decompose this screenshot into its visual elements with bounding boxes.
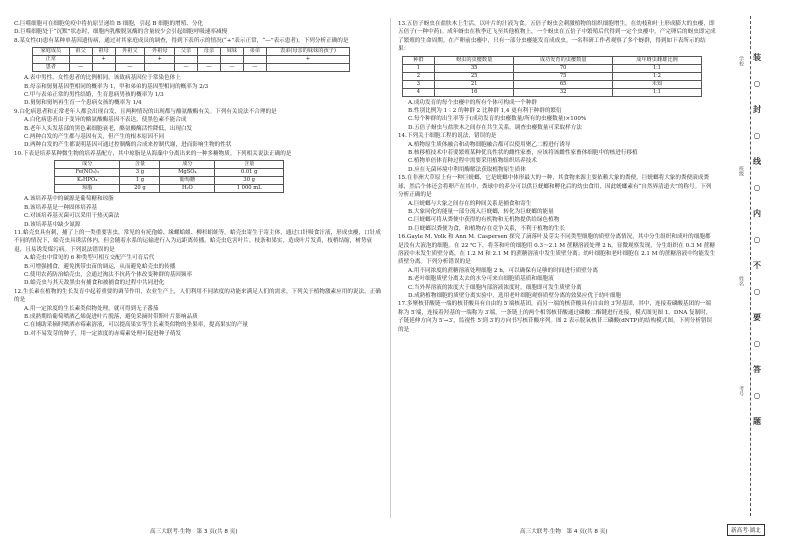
question-11	[14, 229, 382, 288]
table-cell: +	[266, 56, 349, 64]
table-header-cell: 蚜虫的虫瘿数量	[434, 56, 514, 64]
option-c: C.使用农药防治蛤壳虫，会通过淘汰不抗药个体改变种群的基因频率	[24, 271, 193, 278]
option-b: B.可增强捕食，避免携带虫苗的调运，从而避免蛤壳虫的传播	[24, 263, 176, 270]
table-cell: 1	[403, 64, 435, 72]
table-cell: —	[198, 64, 221, 72]
option-b: B.核移植技术中若要繁殖某种优良性状的雌性家畜，应该将该雌性家畜体细胞中的核进行移植	[408, 150, 638, 157]
table-cell	[69, 56, 92, 64]
table-cell	[92, 64, 115, 72]
table-cell: —	[69, 64, 92, 72]
table-header-cell: 外祖母	[145, 48, 175, 56]
table-cell: 1∶2	[612, 72, 701, 80]
table-header-row	[33, 48, 350, 56]
table-row	[403, 72, 702, 80]
question-10	[14, 150, 382, 229]
table-header-cell: 家庭成员	[33, 48, 70, 56]
table-cell: 20 g	[120, 185, 160, 193]
table-row	[403, 88, 702, 96]
option-d: D.蛤壳虫与其天敌黑虫有捕食和被捕食的过程中共同进化	[24, 280, 165, 287]
option-c: C.每个种群的出生率等于(成功发育的虫瘿数量/所有的虫瘿数量)×100%	[408, 116, 587, 123]
question-17	[398, 300, 716, 334]
question-stem: 16.Gayle M. Volk 和 Ann M. Caspersen 探究了滴落叶及芽尖不同类型细胞的质壁分离情况，其中分生组织和成叶的细胞都是没有大液泡的细胞。在 22 ℃下，将茎和叶的细胞用 0.3～2.1 M 蔗糖溶液处理 2 h，显微观察发现，分生组织在 0.3 M 蔗糖溶液中未发生质壁分离，在 1.2 M 和 2.1 M 的蔗糖溶液中发生质壁分离；幼叶细胞和老叶细胞在 2.1 M 的蔗糖溶液中均能发生质壁分离。下列分析错误的是	[398, 234, 716, 266]
table-cell: +	[92, 56, 115, 64]
option-a: A.巨蜣螂与大象之间存在的种间关系是捕食和寄生	[408, 200, 532, 207]
table-header-row	[55, 161, 284, 169]
option-c: C.植物单倍体育种过程中需要采用植物组织培养技术	[408, 158, 537, 165]
pedigree-table	[32, 47, 350, 72]
table-cell: 患者	[33, 64, 70, 72]
option-c: C.甲与表弟正常的男性结婚，生育患病男孩的概率为 1/3	[24, 92, 164, 99]
table-cell: 0.01 g	[215, 169, 284, 177]
question-13	[398, 20, 716, 132]
option-b: B.母亲和舅舅基因型相同的概率为 1，甲和弟弟的基因型相同的概率为 2/3	[24, 83, 209, 90]
binding-char: 答	[753, 364, 761, 374]
q7-option-c: C.巨噬细胞可在细胞免疫中将抗原呈递给 B 细胞，引起 B 细胞的增殖、分化	[14, 21, 204, 27]
table-header-cell: 祖父	[69, 48, 92, 56]
binding-char: 装	[753, 52, 761, 62]
binding-char: 题	[753, 416, 761, 426]
option-c: C.在辅助采摘时喷洒赤霉素溶液，可以提高果实等生长素类似物的坐果率，提高果实的产量	[24, 322, 249, 329]
question-15	[398, 174, 716, 233]
binding-char: 要	[753, 312, 761, 322]
table-cell: 65	[514, 80, 613, 88]
table-cell: —	[220, 64, 243, 72]
table-cell: K₂HPO₄	[55, 177, 120, 185]
table-row	[33, 64, 350, 72]
table-cell: 4	[403, 88, 435, 96]
question-9	[14, 108, 382, 150]
question-stem: 12.生长素在植物的生长发育中起着重要的调节作用，农业生产上，人们利用不同浓度的功能来满足人们的需求。下列关于植物激素应用的说法，正确的是	[14, 288, 381, 304]
table-cell	[243, 56, 266, 64]
option-a: A.用一定浓度的生长素类似物处理，就可得到无子番茄	[24, 305, 159, 312]
option-d: D.舅舅和舅妈再生育一个患病女孩的概率为 1/4	[24, 100, 142, 107]
option-a: A.用不同浓度的蔗糖溶液处理细胞 2 h，可以确保有足够的时间进行质壁分离	[408, 267, 598, 274]
table-cell: 1∶1	[612, 64, 701, 72]
region-badge: 新高考·湖北	[727, 524, 765, 536]
option-b: B.性别比例为 1∶2 的种群 2 比种群 1,4 更有利于种群的繁衍	[408, 108, 562, 115]
table-cell: 2	[403, 72, 435, 80]
option-a: A.表中男性、女性患者的比例相同，该致病基因位于常染色体上	[24, 75, 181, 82]
option-d: D.成熟植物细胞的质壁分离实验中，选用老叶细胞观察质壁分离的效果应优于幼叶细胞	[408, 292, 622, 299]
question-stem: 17.多聚核苷酸链一端的核苷酸具有自由的 5′端核基团，而另一端的核苷酸具有自由的 3′羟基团，其中，连接着磷酸基团的一端称为 5′端，连接着羟基的一端称为 3′端，一条链上的两个相邻核苷酸通过磷酸二酯键进行连接，模式图见图 1。DNA 复制时，子链延伸方向为 5′→3′，监视性 5′到 3′的方向书写核苷酸序列。图 2 表示脱氧核苷三磷酸(dNTP)的结构模式图。下列分析错误的是	[398, 301, 713, 333]
table-cell	[266, 64, 349, 72]
table-header-cell: 成年蚜虫雌雄比例	[612, 56, 701, 64]
table-cell	[198, 56, 221, 64]
question-stem: 11.蛤壳虫具有刺，捕了上的一类重要害虫，常见的有疣孢蛤、缘螺蛤蛆、柳杉蛆蛙等。蛤壳虫寄生于寄主体，通过口针吸食汁液，形成虫瘿，口针成不同的情况下，蛤壳虫具诱活体内，但会随着水系的运输进行入为远距离传播。蛤壳虫危害叶片，枝条和果实，造成叶片发黄，枝梢结缩，树势衰退，且易诱发煤污病。下列说法错误的是	[14, 229, 381, 253]
table-row	[55, 177, 284, 185]
q7-option-d: D.巨噬细胞处于“沉默”状态时，细胞内乳酸脱氢酶的含量较少会引起细胞呼吸速率减慢	[14, 29, 228, 36]
binding-circle: ○	[753, 130, 761, 140]
option-b: B.成熟期给葡萄喷洒乙烯促进叶片脱落，避免采摘时带斯叶片影响品质	[24, 313, 198, 320]
table-cell: Fe(NO₃)₃	[55, 169, 120, 177]
table-cell: MgSO₄	[160, 169, 215, 177]
option-a: A.该培养基中的碳源是葡萄糖和琼脂	[24, 196, 114, 203]
class-field-label: 班级	[738, 166, 744, 176]
exam-number-field-label: 考号	[738, 386, 744, 396]
table-cell: 25	[434, 72, 514, 80]
binding-circle: ○	[753, 78, 761, 88]
table-header-cell: 弟弟	[243, 48, 266, 56]
question-stem: 15.在非洲大草原上有一种巨蜣螂，它是蜣螂中体形最大的一种，其食物来源主要依赖大象的粪便。巨蜣螂将大象的粪便滚成粪球，然后个体还会将卵产在其中，粪球中的养分可以供巨蜣螂和孵化后的幼虫食用，因此蜣螂素有“自然界清道夫”的称号。下列分析正确的是	[398, 175, 712, 199]
table-row	[403, 80, 702, 88]
binding-circle: ○	[753, 182, 761, 192]
table-header-row	[403, 56, 702, 64]
table-header-cell: 成功发育的虫瘿数量	[514, 56, 613, 64]
question-14	[398, 132, 716, 174]
table-header-cell: 含量	[215, 161, 284, 169]
medium-recipe-table	[54, 160, 284, 193]
option-b: B.该培养基是一种固体培养基	[24, 204, 98, 211]
table-cell: 21	[434, 80, 514, 88]
option-a: A.植物原生质体融合和动物细胞融合都可以使用聚乙二醇进行诱导	[408, 141, 571, 148]
binding-circle: ○	[753, 390, 761, 400]
column-divider	[390, 18, 391, 518]
binding-circle: ○	[753, 234, 761, 244]
binding-warning-text	[752, 44, 762, 434]
page-footer-left: 高三大联考·生物 第 3 页(共 8 页)	[150, 529, 238, 535]
question-8	[14, 37, 382, 108]
table-header-cell: 表弟(母亲的妹妹的孩子)	[266, 48, 349, 56]
table-header-cell: 含量	[120, 161, 160, 169]
table-header-cell: 种群	[403, 56, 435, 64]
question-12	[14, 288, 382, 338]
binding-char: 封	[753, 104, 761, 114]
option-c: C.两种白发的产生都与基因有关，但产生的根本原因不同	[24, 134, 165, 141]
binding-char: 内	[753, 208, 761, 218]
table-cell: 琼脂	[55, 185, 120, 193]
table-row	[55, 169, 284, 177]
table-cell: 3 g	[120, 169, 160, 177]
option-b: B.大象同化的能量一部分流入巨蜣螂，转化为巨蜣螂的能量	[408, 208, 554, 215]
table-cell: 未知	[612, 80, 701, 88]
table-cell	[145, 64, 175, 72]
table-cell: 16	[434, 88, 514, 96]
table-cell: 32	[514, 88, 613, 96]
question-stem: 9.白化病患者和正常老年人都会出现白发，且两种情况的出现都与酪氨酸酶有关。下列有关说法不合理的是	[14, 108, 277, 115]
table-cell: H₂O	[160, 185, 215, 193]
table-cell: +	[145, 56, 175, 64]
binding-dashed-line	[750, 16, 751, 516]
option-a: A.白化病患者由于变异的酪氨酸酶基因不表达，使黑色素不能合成	[24, 117, 187, 124]
table-header-cell: 成分	[55, 161, 120, 169]
table-header-cell: 母亲	[198, 48, 221, 56]
binding-margin	[728, 16, 762, 516]
page-footer-right: 高三大联考·生物 第 4 页(共 8 页)	[520, 529, 608, 535]
question-stem: 13.五倍子蚜虫在盐肤木上生活，以叶片的汁液为食。五倍子蚜虫会刺激植物的组织细胞增生，在幼枝和叶上形成膨大的虫瘿，即五倍子(一种中药)。成年蚜虫在秋季迁飞至其他植物上，一个蚜虫在五倍子中繁殖后代得到一定个虫瘿中，产完卵后的蚜虫即完成了繁殖的生命周期。在产卵前虫瘿中，只有一部分虫瘿能发育成成虫。一名科研工作者观察了多个蚜群，得到如下表所示的结果：	[398, 21, 716, 53]
table-cell: 正常	[33, 56, 70, 64]
table-cell	[175, 56, 198, 64]
table-cell: 35	[434, 64, 514, 72]
option-d: D.对不易发芽的种子，用一定浓度的赤霉素处理可促进种子萌发	[24, 330, 182, 337]
table-row	[33, 56, 350, 64]
option-c: C.对该培养基灭菌可以采用干热灭菌法	[24, 213, 120, 220]
table-row	[55, 185, 284, 193]
table-cell: —	[175, 64, 198, 72]
school-field-label: 学校	[738, 56, 744, 66]
table-cell: 葡萄糖	[160, 177, 215, 185]
binding-char: 不	[753, 260, 761, 270]
binding-char: 线	[753, 156, 761, 166]
option-d: D.该培养基中缺少氮源	[24, 221, 81, 228]
table-header-cell: 成分	[160, 161, 215, 169]
question-stem: 10.下表是培养某种微生物的培养基配方，其中琼脂是从海藻中分离出来的一种多糖物质。下列相关说法正确的是	[14, 150, 292, 157]
option-a: A.成功发育的每个虫瘿中的所有个体可构成一个种群	[408, 99, 537, 106]
binding-circle: ○	[753, 338, 761, 348]
table-header-cell: 妹妹	[220, 48, 243, 56]
table-cell: 1∶1	[612, 88, 701, 96]
option-d: D.应在无菌环境中利用酶解法获取植物原生质体	[408, 166, 526, 173]
table-header-cell: 外祖父	[115, 48, 145, 56]
table-cell: —	[243, 64, 266, 72]
option-d: D.巨蜣螂以粪便为食，和植物存在竞争关系，不利于植物的生长	[408, 225, 566, 232]
table-cell: 3	[403, 80, 435, 88]
table-cell: 75	[514, 72, 613, 80]
left-column	[14, 20, 382, 338]
table-header-cell: 祖母	[92, 48, 115, 56]
option-c: C.巨蜣螂可将从粪便中获得的有机物和无机物提供给绿色植物	[408, 217, 560, 224]
question-stem: 14.下列关于细胞工程的说法，错误的是	[398, 133, 497, 140]
option-a: A.蛤壳虫中常见的 6 种类型可相互交配产生可育后代	[24, 255, 155, 262]
option-b: B.老叶细胞质壁分离太去的水分可来自细胞质基质和细胞液	[408, 276, 554, 283]
table-cell: 1 g	[120, 177, 160, 185]
table-cell: 70	[514, 64, 613, 72]
table-header-cell: 父亲	[175, 48, 198, 56]
option-d: D.五倍子蚜虫与盐肤木之间存在共生关系，调查虫瘿数量可采取样方法	[408, 124, 582, 131]
table-cell: 1 000 mL	[215, 185, 284, 193]
table-cell: 30 g	[215, 177, 284, 185]
right-column	[398, 20, 716, 334]
table-cell	[220, 56, 243, 64]
name-field-label: 姓名	[738, 276, 744, 286]
option-c: C.当外界溶液的浓度大于细胞内部溶液浓度时，细胞即可发生质壁分离	[408, 284, 582, 291]
question-stem: 8.某女性(Ⅰ)患有某种单基因遗传病，通过对其家庭成员的调查，得到下表所示的情况(“+”表示正常，“—”表示患者)。下列分析正确的是	[14, 37, 349, 44]
table-cell: —	[115, 64, 145, 72]
option-d: D.两种白发的产生都说明基因可通过控制酶的合成来控制代谢，进而影响生物的性状	[24, 142, 232, 149]
option-b: B.老年人头发基部的黑色素细胞衰老，酪氨酸酶活性降低，出现白发	[24, 125, 193, 132]
table-row	[403, 64, 702, 72]
aphid-gall-table	[402, 56, 702, 97]
binding-circle: ○	[753, 286, 761, 296]
table-cell	[115, 56, 145, 64]
question-16	[398, 233, 716, 300]
